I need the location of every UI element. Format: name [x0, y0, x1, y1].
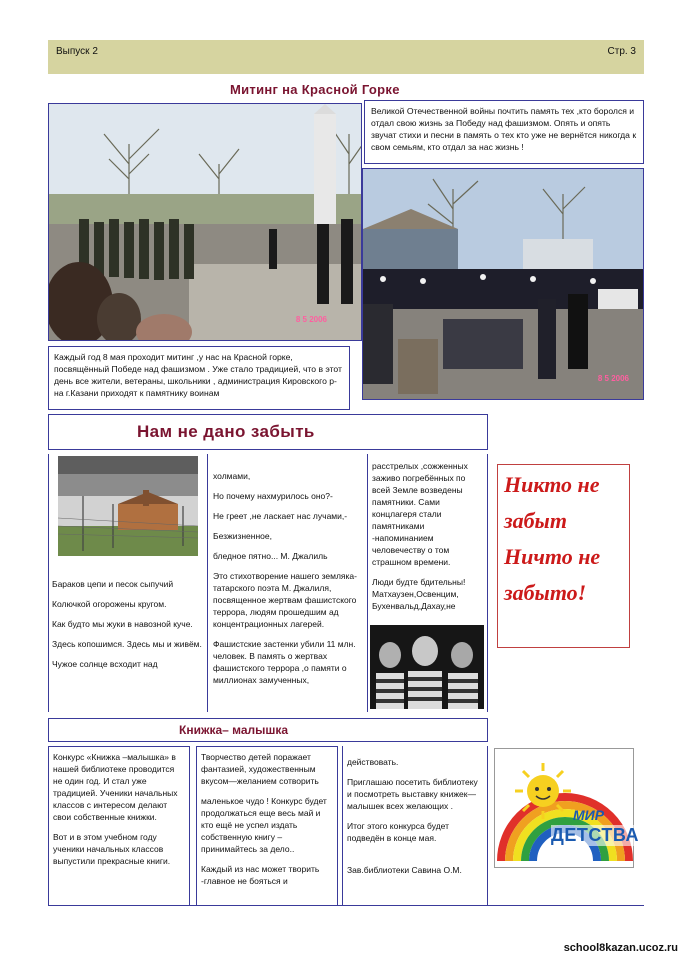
poem-line: Бараков цепи и песок сыпучий — [52, 579, 174, 589]
memory-column-1 — [52, 578, 202, 678]
rally-photo-crowd-image — [363, 169, 644, 400]
memory-title-bar — [48, 414, 488, 450]
page-number: Стр. 3 — [607, 46, 636, 57]
poem-line: Здесь копошимся. Здесь мы и живём. — [52, 639, 202, 649]
article-paragraph: Конкурс «Книжка –малышка» в нашей библиотеке проводится не один год. И стал уже традицией. Ученики начальных классов с интересом делают свои собственные книжки. — [53, 752, 178, 822]
camp-children-image — [370, 625, 484, 709]
poem-author: бледное пятно... М. Джалиль — [213, 551, 328, 561]
memory-title: Нам не дано забыть — [137, 422, 315, 441]
crowd-photo-date-stamp: 8 5 2006 — [597, 374, 629, 383]
issue-number: Выпуск 2 — [56, 46, 98, 57]
poem-line: Как будто мы жуки в навозной куче. — [52, 619, 193, 629]
page-header — [48, 40, 644, 74]
slogan-box — [497, 464, 630, 648]
rally-photo-date-stamp: 8 5 2006 — [295, 315, 327, 324]
rally-caption: Каждый год 8 мая проходит митинг ,у нас на Красной горке, посвящённый Победе над фашизмом . Уже стало традицией, что в этот день все жители, ветераны, школьники , администрация Кировского р-на г.Казани приходят к памятнику воинам — [48, 346, 350, 410]
poem-line: холмами, — [213, 471, 251, 481]
article-paragraph: маленькое чудо ! Конкурс будет продолжаться еще весь май и кто ещё не успел издать собственную книгу – принимайтесь за дело.. — [201, 796, 327, 854]
article-paragraph: Творчество детей поражает фантазией, художественным вкусом—желанием сотворить — [201, 752, 319, 786]
logo-text-detstva: ДЕТСТВА — [551, 825, 639, 845]
book-column-1 — [48, 746, 190, 906]
article-paragraph: Приглашаю посетить библиотеку и посмотреть выставку книжек—малышек всех желающих . — [347, 777, 478, 811]
article-paragraph: действовать. — [347, 757, 399, 767]
logo-text-mir: МИР — [573, 807, 605, 823]
poem-line: Чужое солнце всходит над — [52, 659, 158, 669]
article-paragraph: Фашистские застенки убили 11 млн. человек. В память о жертвах фашистского террора ,о памяти о миллионах замученных, — [213, 639, 356, 685]
article-paragraph: Каждый из нас может творить -главное не бояться и — [201, 864, 320, 886]
book-title: Книжка– малышка — [179, 723, 289, 737]
camp-barracks-photo — [58, 456, 198, 556]
article-paragraph: Итог этого конкурса будет подведён в конце мая. — [347, 821, 449, 843]
article-paragraph: Люди будте бдительны! Матхаузен,Освенцим, Бухенвальд,Дахау,не — [372, 577, 466, 611]
camp-barracks-image — [58, 456, 198, 556]
rainbow-sun-icon — [495, 749, 633, 867]
slogan-line-3: Ничто не — [504, 544, 601, 569]
memory-column-divider-2 — [367, 454, 368, 712]
rally-photo-ceremony — [48, 103, 362, 341]
memory-column-3 — [372, 460, 484, 620]
book-column-2 — [196, 746, 338, 906]
camp-children-photo — [370, 625, 484, 709]
slogan-line-2: забыт — [504, 508, 567, 533]
memory-column-divider-1 — [207, 454, 208, 712]
rally-intro-text: Великой Отечественной войны почтить память тех ,кто боролся и отдал свою жизнь за Победу над фашизмом. Опять и опять звучат стихи и песни в память о тех кто уже не вернётся никогда к свом семьям, кто отдал за нас жизнь ! — [364, 100, 644, 164]
poem-line: Но почему нахмурилось оно?- — [213, 491, 333, 501]
rally-title: Митинг на Красной Горке — [230, 82, 400, 97]
book-title-bar — [48, 718, 488, 742]
rally-photo-ceremony-image — [49, 104, 362, 341]
bottom-divider — [48, 905, 644, 906]
mir-detstva-logo — [494, 748, 639, 868]
article-paragraph: расстрелых ,сожженных заживо погребённых по всей Земле возведены памятники. Сами концлагеря стали памятниками -напоминанием человечеству о том страшном времени. — [372, 461, 468, 567]
memory-column-2 — [213, 470, 361, 694]
poem-line: Безжизненное, — [213, 531, 272, 541]
slogan-line-1: Никто не — [504, 472, 600, 497]
poem-line: Не греет ,не ласкает нас лучами,- — [213, 511, 348, 521]
article-paragraph: Это стихотворение нашего земляка-татарского поэта М. Джалиля, посвященное жертвам фашистского террора, людям прошедшим ад концентрационных лагерей. — [213, 571, 357, 629]
article-paragraph: Вот и в этом учебном году ученики начальных классов выпустили прекрасные книги. — [53, 832, 171, 866]
poem-line: Колючкой огорожены кругом. — [52, 599, 167, 609]
book-column-3 — [342, 746, 488, 906]
librarian-signature: Зав.библиотеки Савина О.М. — [347, 865, 462, 875]
slogan-line-4: забыто! — [504, 580, 587, 605]
rally-photo-crowd — [362, 168, 644, 400]
site-url: school8kazan.ucoz.ru — [563, 942, 678, 954]
